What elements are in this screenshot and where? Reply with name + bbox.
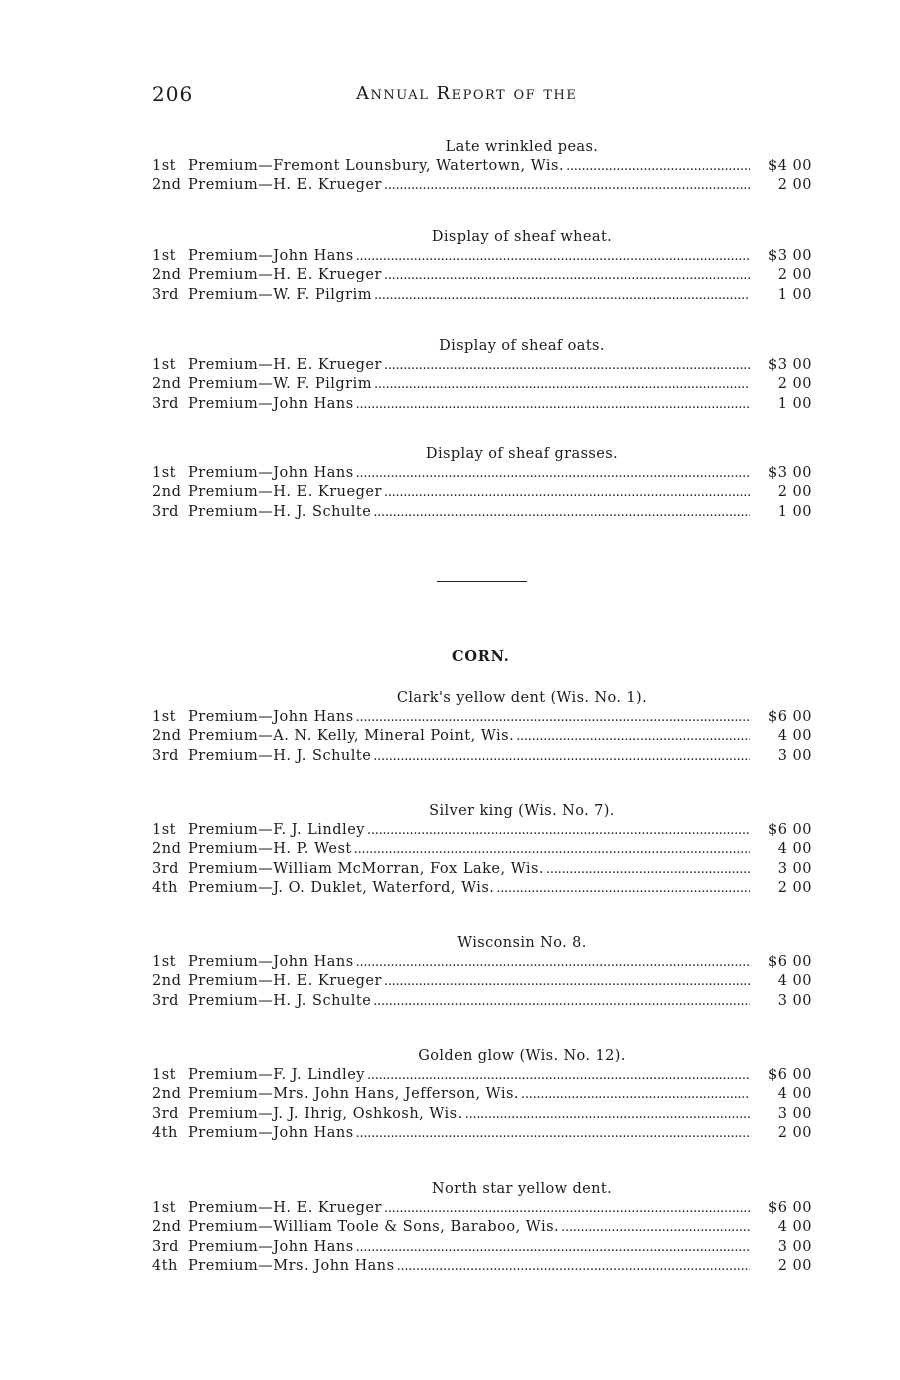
dot-leader: [367, 821, 750, 840]
entry-place: 1st: [152, 248, 176, 264]
entry-amount: 4 00: [777, 973, 812, 990]
dot-leader: [374, 286, 750, 305]
premium-entry: [152, 1238, 812, 1257]
entry-amount: 2 00: [777, 376, 812, 393]
entry-amount: 2 00: [777, 177, 812, 194]
running-head: Annual Report of the: [356, 83, 578, 104]
premium-entry: [152, 247, 812, 266]
entry-winner: Premium—William Toole & Sons, Baraboo, Wis.: [188, 1219, 560, 1236]
dot-leader: [561, 1218, 750, 1237]
dot-leader: [356, 1124, 750, 1143]
entry-place: 3rd: [152, 286, 179, 303]
entry-amount: 3 00: [777, 992, 812, 1009]
section-title: North star yellow dent.: [431, 1181, 613, 1197]
entry-place: 3rd: [152, 747, 179, 764]
premium-section: [152, 138, 812, 196]
entry-amount: 2 00: [777, 484, 812, 501]
premium-entry: [152, 286, 812, 305]
dot-leader: [384, 176, 750, 195]
section-title: Display of sheaf wheat.: [431, 229, 613, 245]
premium-entry: [152, 1257, 812, 1276]
entry-place: 2nd: [152, 973, 182, 990]
entry-place: 1st: [152, 1200, 176, 1216]
premium-section: [152, 228, 812, 305]
premium-entry: [152, 972, 812, 991]
premium-entry: [152, 157, 812, 176]
entry-winner: Premium—Mrs. John Hans, Jefferson, Wis.: [188, 1086, 520, 1103]
premium-entry: [152, 747, 812, 766]
entry-place: 2nd: [152, 841, 182, 858]
entry-place: 2nd: [152, 1219, 182, 1236]
entry-winner: Premium—J. J. Ihrig, Oshkosh, Wis.: [188, 1105, 463, 1122]
premium-section: [152, 802, 812, 898]
section-title: Late wrinkled peas.: [445, 139, 599, 155]
entry-winner: Premium—H. E. Krueger: [188, 484, 382, 501]
entry-winner: Premium—H. J. Schulte: [188, 503, 372, 520]
entry-amount: $3 00: [767, 248, 812, 264]
entry-winner: Premium—Mrs. John Hans: [188, 1257, 395, 1274]
premium-entry: [152, 483, 812, 502]
premium-entry: [152, 727, 812, 746]
entry-winner: Premium—H. E. Krueger: [188, 177, 382, 194]
dot-leader: [384, 1199, 750, 1218]
section-title: Clark's yellow dent (Wis. No. 1).: [396, 690, 648, 706]
entry-amount: 4 00: [777, 841, 812, 858]
entry-winner: Premium—Fremont Lounsbury, Watertown, Wis.: [188, 158, 565, 174]
dot-leader: [566, 157, 750, 176]
entry-amount: 3 00: [777, 1238, 812, 1255]
premium-entry: [152, 464, 812, 483]
entry-place: 2nd: [152, 177, 182, 194]
dot-leader: [465, 1105, 750, 1124]
entry-amount: $6 00: [767, 822, 812, 838]
premium-section: [152, 934, 812, 1011]
entry-winner: Premium—A. N. Kelly, Mineral Point, Wis.: [188, 728, 515, 745]
entry-amount: 4 00: [777, 1219, 812, 1236]
entry-amount: 3 00: [777, 1105, 812, 1122]
section-title: Display of sheaf grasses.: [425, 446, 619, 462]
dot-leader: [516, 727, 750, 746]
section-title: Silver king (Wis. No. 7).: [429, 803, 615, 819]
premium-entry: [152, 821, 812, 840]
entry-amount: 2 00: [777, 1124, 812, 1141]
premium-entry: [152, 266, 812, 285]
entry-place: 3rd: [152, 503, 179, 520]
entry-winner: Premium—John Hans: [188, 709, 354, 725]
dot-leader: [546, 860, 750, 879]
premium-entry: [152, 356, 812, 375]
entry-place: 1st: [152, 465, 176, 481]
page-number: 206: [152, 82, 194, 106]
entry-winner: Premium—J. O. Duklet, Waterford, Wis.: [188, 879, 495, 896]
entry-amount: $3 00: [767, 465, 812, 481]
premium-entry: [152, 176, 812, 195]
entry-winner: Premium—H. P. West: [188, 841, 352, 858]
entry-amount: $6 00: [767, 954, 812, 970]
entry-place: 3rd: [152, 1238, 179, 1255]
premium-entry: [152, 1199, 812, 1218]
entry-place: 4th: [152, 1124, 178, 1141]
dot-leader: [373, 503, 750, 522]
entry-amount: $3 00: [767, 357, 812, 373]
entry-amount: 1 00: [777, 395, 812, 412]
entry-winner: Premium—John Hans: [188, 395, 354, 412]
entry-amount: 3 00: [777, 747, 812, 764]
premium-entry: [152, 1105, 812, 1124]
premium-section: [152, 445, 812, 522]
premium-entry: [152, 860, 812, 879]
entry-winner: Premium—H. J. Schulte: [188, 747, 372, 764]
premium-entry: [152, 840, 812, 859]
premium-entry: [152, 395, 812, 414]
entry-amount: 2 00: [777, 879, 812, 896]
section-title: Wisconsin No. 8.: [457, 935, 587, 951]
entry-place: 1st: [152, 954, 176, 970]
section-title: Golden glow (Wis. No. 12).: [418, 1048, 626, 1064]
entry-amount: 1 00: [777, 503, 812, 520]
entry-place: 2nd: [152, 267, 182, 284]
entry-amount: $6 00: [767, 1200, 812, 1216]
dot-leader: [397, 1257, 750, 1276]
entry-amount: 3 00: [777, 860, 812, 877]
dot-leader: [354, 840, 750, 859]
dot-leader: [521, 1085, 750, 1104]
entry-winner: Premium—John Hans: [188, 465, 354, 481]
entry-winner: Premium—William McMorran, Fox Lake, Wis.: [188, 860, 545, 877]
entry-winner: Premium—W. F. Pilgrim: [188, 286, 372, 303]
entry-place: 1st: [152, 357, 176, 373]
premium-section: [152, 1047, 812, 1143]
premium-entry: [152, 1066, 812, 1085]
corn-heading: CORN.: [452, 648, 510, 665]
dot-leader: [373, 747, 750, 766]
dot-leader: [356, 1238, 750, 1257]
dot-leader: [384, 266, 750, 285]
entry-place: 1st: [152, 158, 176, 174]
premium-entry: [152, 992, 812, 1011]
entry-winner: Premium—H. E. Krueger: [188, 267, 382, 284]
entry-amount: 4 00: [777, 728, 812, 745]
entry-place: 4th: [152, 1257, 178, 1274]
dot-leader: [384, 972, 750, 991]
entry-winner: Premium—John Hans: [188, 954, 354, 970]
entry-winner: Premium—John Hans: [188, 1238, 354, 1255]
entry-place: 2nd: [152, 1086, 182, 1103]
dot-leader: [356, 708, 750, 727]
entry-amount: $4 00: [767, 158, 812, 174]
entry-amount: $6 00: [767, 709, 812, 725]
entry-place: 2nd: [152, 484, 182, 501]
section-title: Display of sheaf oats.: [439, 338, 605, 354]
premium-section: [152, 1180, 812, 1276]
entry-amount: 2 00: [777, 1257, 812, 1274]
entry-place: 3rd: [152, 1105, 179, 1122]
entry-place: 4th: [152, 879, 178, 896]
premium-entry: [152, 708, 812, 727]
dot-leader: [496, 879, 750, 898]
entry-place: 3rd: [152, 395, 179, 412]
entry-winner: Premium—H. E. Krueger: [188, 973, 382, 990]
entry-amount: 1 00: [777, 286, 812, 303]
premium-section: [152, 337, 812, 414]
entry-amount: $6 00: [767, 1067, 812, 1083]
dot-leader: [373, 992, 750, 1011]
entry-place: 1st: [152, 1067, 176, 1083]
premium-section: [152, 689, 812, 766]
entry-amount: 4 00: [777, 1086, 812, 1103]
dot-leader: [384, 483, 750, 502]
entry-winner: Premium—John Hans: [188, 1124, 354, 1141]
entry-amount: 2 00: [777, 267, 812, 284]
premium-entry: [152, 1124, 812, 1143]
entry-winner: Premium—H. E. Krueger: [188, 1200, 382, 1216]
section-divider-rule: [437, 581, 527, 582]
dot-leader: [356, 247, 750, 266]
premium-entry: [152, 879, 812, 898]
entry-winner: Premium—W. F. Pilgrim: [188, 376, 372, 393]
premium-entry: [152, 375, 812, 394]
entry-place: 1st: [152, 709, 176, 725]
dot-leader: [356, 953, 750, 972]
entry-place: 1st: [152, 822, 176, 838]
entry-winner: Premium—F. J. Lindley: [188, 1067, 365, 1083]
dot-leader: [374, 375, 750, 394]
entry-winner: Premium—H. J. Schulte: [188, 992, 372, 1009]
premium-entry: [152, 503, 812, 522]
entry-place: 3rd: [152, 992, 179, 1009]
entry-place: 2nd: [152, 728, 182, 745]
dot-leader: [367, 1066, 750, 1085]
entry-place: 3rd: [152, 860, 179, 877]
dot-leader: [384, 356, 750, 375]
entry-place: 2nd: [152, 376, 182, 393]
entry-winner: Premium—H. E. Krueger: [188, 357, 382, 373]
dot-leader: [356, 464, 750, 483]
entry-winner: Premium—F. J. Lindley: [188, 822, 365, 838]
dot-leader: [356, 395, 750, 414]
entry-winner: Premium—John Hans: [188, 248, 354, 264]
premium-entry: [152, 1085, 812, 1104]
premium-entry: [152, 1218, 812, 1237]
premium-entry: [152, 953, 812, 972]
